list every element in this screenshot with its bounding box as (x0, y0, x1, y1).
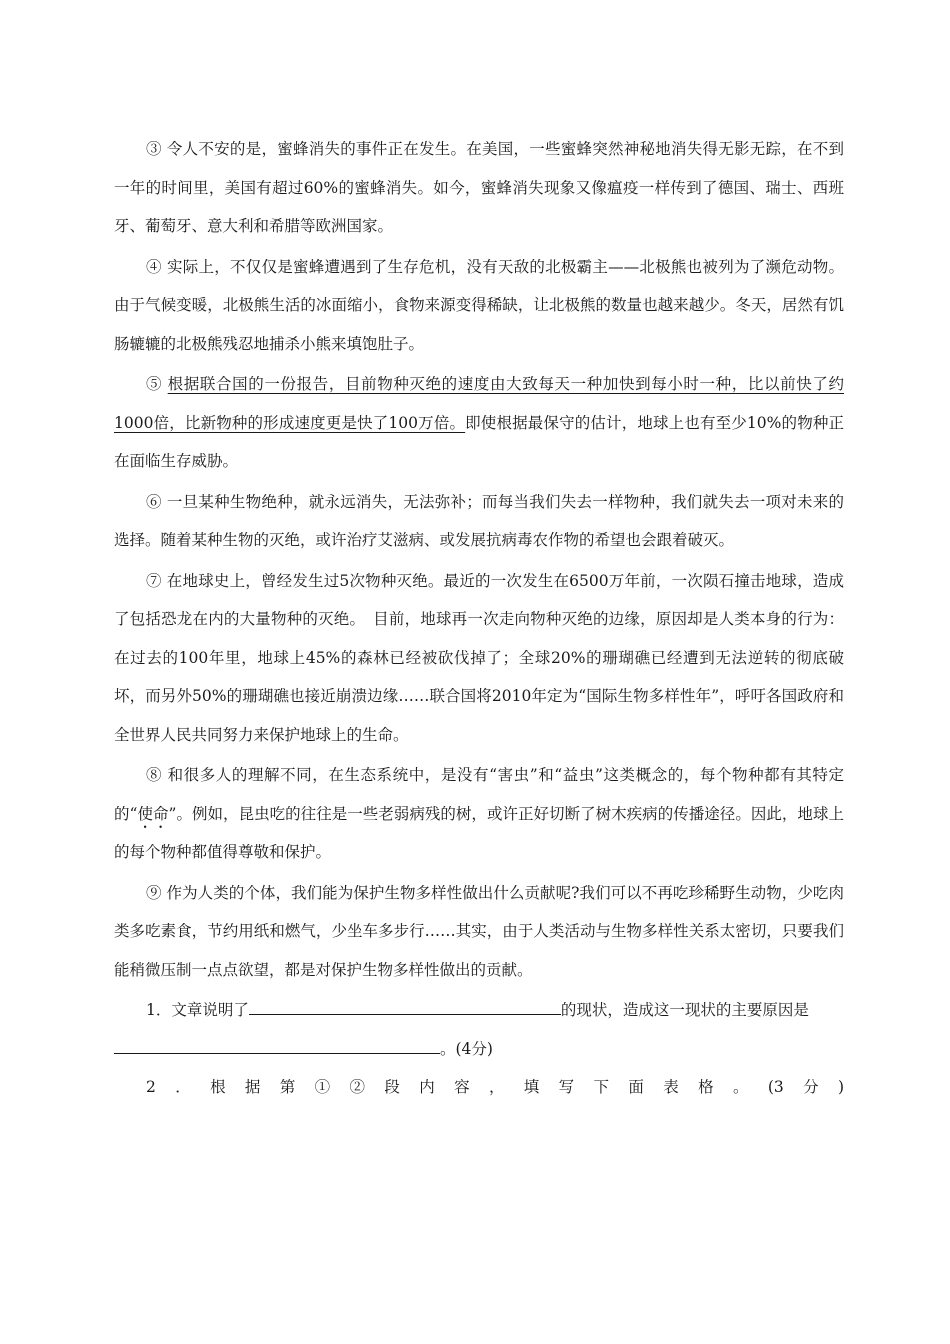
paragraph-8-dotted: “使命” (129, 804, 177, 823)
paragraph-8-end: 。例如，昆虫吃的往往是一些老弱病残的树，或许正好切断了树木疾病的传播途径。因此，地球上的每个物种都值得尊敬和保护。 (114, 804, 844, 861)
paragraph-3: ③ 令人不安的是，蜜蜂消失的事件正在发生。在美国，一些蜜蜂突然神秘地消失得无影无踪，在不到一年的时间里，美国有超过60%的蜜蜂消失。如今，蜜蜂消失现象又像瘟疫一样传到了德国、瑞士、西班牙、葡萄牙、意大利和希腊等欧洲国家。 (114, 140, 844, 235)
question-1-end: 。(4分) (440, 1039, 493, 1058)
paragraph-9: ⑨ 作为人类的个体，我们能为保护生物多样性做出什么贡献呢?我们可以不再吃珍稀野生动物，少吃肉类多吃素食，节约用纸和燃气，少坐车多步行……其实，由于人类活动与生物多样性关系太密切，只要我们能稍微压制一点点欲望，都是对保护生物多样性做出的贡献。 (114, 883, 844, 979)
question-1 (114, 991, 844, 1068)
question-1-lead: 1．文章说明了 (146, 1001, 249, 1019)
question-1-middle: 的现状，造成这一现状的主要原因是 (560, 1001, 809, 1019)
paragraph-6: ⑥ 一旦某种生物绝种，就永远消失，无法弥补；而每当我们失去一样物种，我们就失去一项对未来的选择。随着某种生物的灭绝，或许治疗艾滋病、或发展抗病毒农作物的希望也会跟着破灭。 (114, 492, 844, 549)
paragraph-7: ⑦ 在地球史上，曾经发生过5次物种灭绝。最近的一次发生在6500万年前，一次陨石撞击地球，造成了包括恐龙在内的大量物种的灭绝。 目前，地球再一次走向物种灭绝的边缘，原因却是人类本身的行为：在过去的100年里，地球上45%的森林已经被砍伐掉了；全球20%的珊瑚礁已经遭到无法逆转的彻底破坏，而另外50%的珊瑚礁也接近崩溃边缘……联合国将2010年定为“国际生物多样性年”，呼吁各国政府和全世界人民共同努力来保护地球上的生命。 (114, 571, 844, 744)
question-1-blank-1[interactable] (249, 996, 561, 1015)
paragraph-8-start: ⑧ 和很多人的理解不同，在生态系统中，是没有“害虫”和“益虫”这类概念的，每个物种都有其特定的 (114, 766, 844, 823)
document-page (114, 130, 844, 1107)
paragraph-5-prefix: ⑤ (146, 375, 168, 393)
paragraph-5-rest: 即使根据最保守的估计，地球上也有至少10%的物种正在面临生存威胁。 (114, 413, 844, 470)
paragraph-8 (114, 756, 844, 872)
paragraph-5-underlined: 根据联合国的一份报告，目前物种灭绝的速度由大致每天一种加快到每小时一种，比以前快了约1000倍，比新物种的形成速度更是快了100万倍。 (114, 375, 844, 432)
question-2: 2．根据第①②段内容，填写下面表格。(3分) (146, 1078, 844, 1096)
paragraph-4: ④ 实际上，不仅仅是蜜蜂遭遇到了生存危机，没有天敌的北极霸主——北极熊也被列为了濒危动物。由于气候变暖，北极熊生活的冰面缩小，食物来源变得稀缺，让北极熊的数量也越来越少。冬天，居然有饥肠辘辘的北极熊残忍地捕杀小熊来填饱肚子。 (114, 257, 844, 353)
paragraph-5 (114, 365, 844, 481)
question-1-blank-2[interactable] (114, 1035, 440, 1054)
